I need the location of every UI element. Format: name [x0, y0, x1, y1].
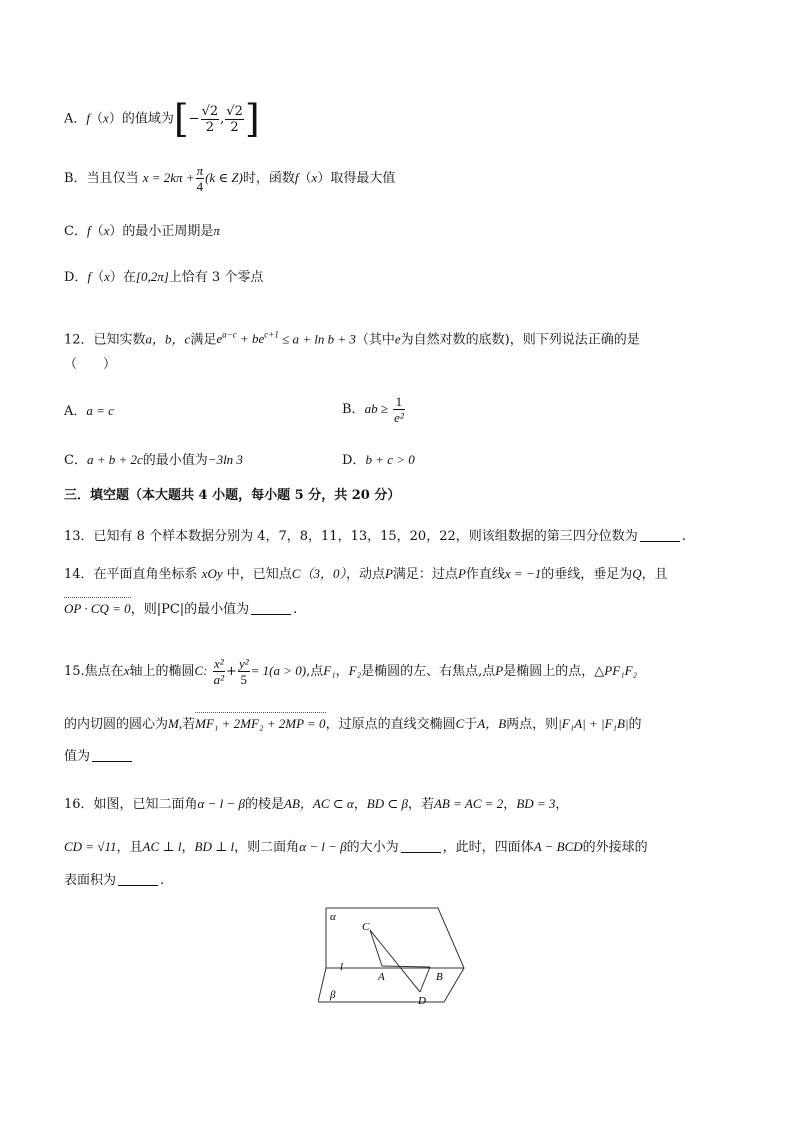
q13: 13．已知有 8 个样本数据分别为 4，7，8，11，13，15，20，22，则该组数据的第三四分位数为 . [64, 529, 686, 544]
q15-line2: 的内切圆的圆心为M,若MF₁ + 2MF₂ + 2MP = 0，过原点的直线交椭圆C于A，B两点，则|F₁A| + |F₁B|的 [64, 716, 642, 732]
q15-line3: 值为 [64, 748, 134, 766]
label-b: B [436, 971, 443, 983]
q12-stem: 12．已知实数a，b，c满足$e^{a-c} + be^{c+1} \le a + \ln b + 3$（其中e为自然对数的底数)，则下列说法正确的是 [64, 330, 640, 348]
q12-option-b: B．ab ≥ $\frac{1}{\text{e²}}$ [342, 394, 404, 425]
label-a: A [378, 971, 385, 983]
q11-option-d: D．f（x）在[0,2π]上恰有 3 个零点 [64, 269, 264, 285]
label-d: D [418, 995, 426, 1007]
q14-line2: OP · CQ = 0，则|PC|的最小值为 . [64, 601, 298, 617]
q16-line1: 16．如图，已知二面角α − l − β的棱是AB，AC ⊂ α，BD ⊂ β，若AB = AC = 2，BD = 3， [64, 796, 569, 812]
segment-bd [420, 967, 430, 992]
section-three-title: 三．填空题（本大题共 4 小题，每小题 5 分，共 20 分） [64, 488, 401, 503]
plane-alpha [326, 908, 464, 968]
label-c: C [362, 921, 370, 933]
q16-line3: 表面积为 . [64, 873, 165, 888]
dihedral-angle-figure [318, 900, 478, 1008]
answer-blank[interactable] [118, 873, 158, 886]
q12-paren: （ ） [64, 357, 117, 372]
q11-option-c: C．f（x）的最小正周期是π [64, 223, 220, 239]
answer-blank[interactable] [92, 749, 132, 762]
q14-line1: 14．在平面直角坐标系 xOy 中，已知点C（3，0），动点P满足：过点P作直线x = −1的垂线，垂足为Q，且 [64, 566, 668, 582]
q11-option-b: B．当且仅当 x = 2kπ + $\frac{\pi}{4}$ (k ∈ Z)时，函数f（x）取得最大值 [64, 163, 396, 194]
answer-blank[interactable] [401, 840, 441, 853]
q15-line1: 15.焦点在x轴上的椭圆C: $\frac{\text{x²}}{\text{a²}}$ + $\frac{\text{y²}}{5}$ = 1(a > 0),点F₁，F₂是椭圆的左、右焦点,点P是椭圆上的点，△PF₁F₂ [64, 656, 638, 687]
label-alpha: α [330, 911, 336, 923]
q12-option-d: D．b + c > 0 [342, 452, 415, 468]
answer-blank[interactable] [640, 529, 680, 542]
label-l: l [340, 961, 344, 973]
q11-option-a: A．f（x）的值域为[− $\frac{√2}{2}$ , $\frac{√2}{2}$ ] [64, 97, 260, 141]
q16-line2: CD = √11，且AC ⊥ l，BD ⊥ l，则二面角α − l − β的大小为 ，此时，四面体A − BCD的外接球的 [64, 839, 648, 855]
q12-option-a: A．a = c [64, 403, 114, 419]
segment-ca [370, 930, 382, 966]
q12-option-c: C．a + b + 2c的最小值为−3ln 3 [64, 452, 243, 468]
answer-blank[interactable] [251, 602, 291, 615]
segment-ab [382, 966, 430, 967]
label-beta: β [330, 989, 336, 1001]
